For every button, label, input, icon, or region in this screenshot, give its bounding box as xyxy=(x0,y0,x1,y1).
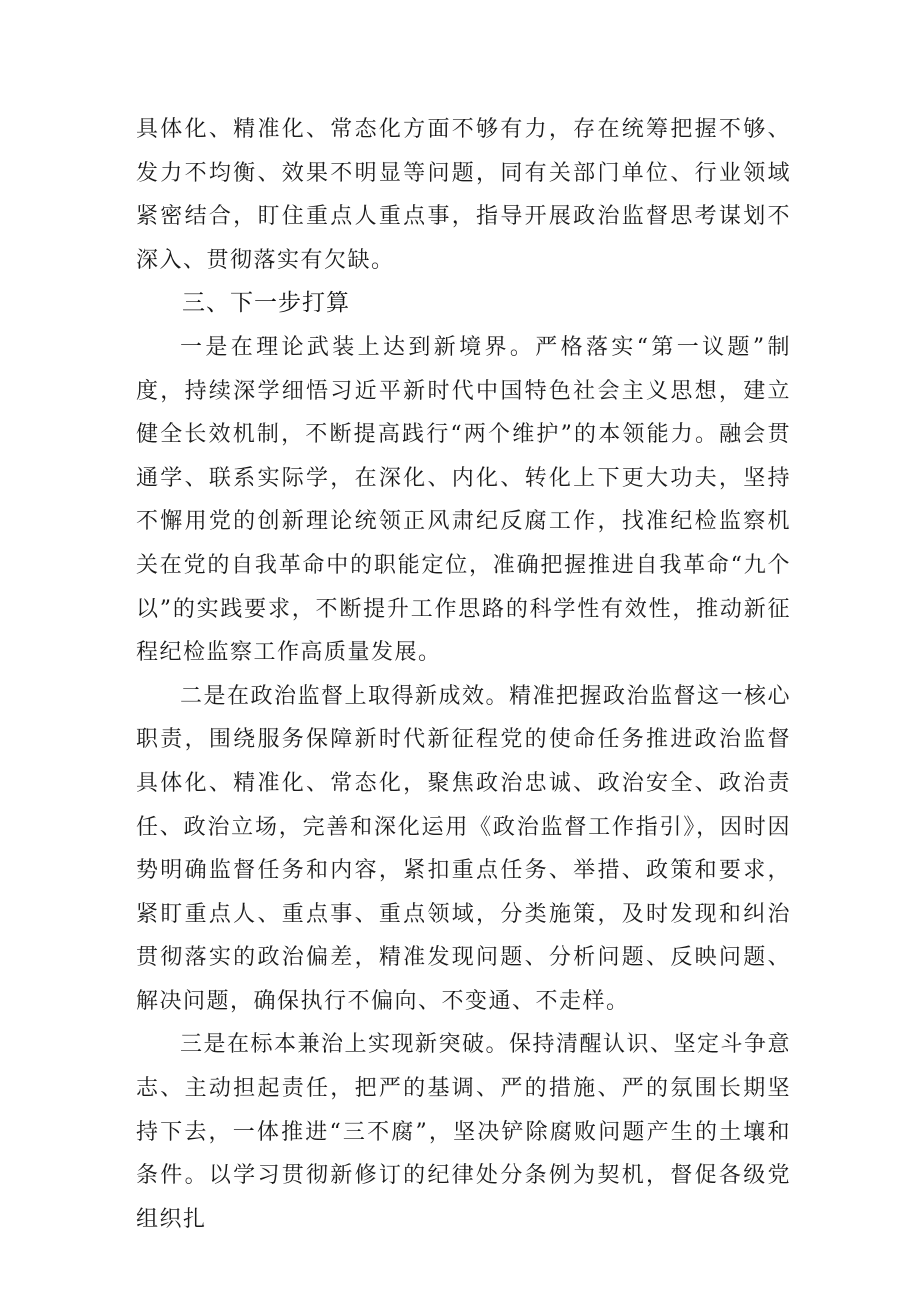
paragraph-root-and-branch: 三是在标本兼治上实现新突破。保持清醒认识、坚定斗争意志、主动担起责任，把严的基调、严的措施、严的氛围长期坚持下去，一体推进“三不腐”，坚决铲除腐败问题产生的土壤和条件。以学习贯彻新修订的纪律处分条例为契机，督促各级党组织扎 xyxy=(136,1032,792,1232)
document-body xyxy=(136,108,791,1241)
section-heading: 三、下一步打算 xyxy=(182,290,350,317)
paragraph-political-supervision: 二是在政治监督上取得新成效。精准把握政治监督这一核心职责，围绕服务保障新时代新征程党的使命任务推进政治监督具体化、精准化、常态化，聚焦政治忠诚、政治安全、政治责任、政治立场，完善和深化运用《政治监督工作指引》，因时因势明确监督任务和内容，紧扣重点任务、举措、政策和要求，紧盯重点人、重点事、重点领域，分类施策，及时发现和纠治贯彻落实的政治偏差，精准发现问题、分析问题、反映问题、解决问题，确保执行不偏向、不变通、不走样。 xyxy=(136,683,792,1014)
continued-paragraph: 具体化、精准化、常态化方面不够有力，存在统筹把握不够、发力不均衡、效果不明显等问题，同有关部门单位、行业领域紧密结合，盯住重点人重点事，指导开展政治监督思考谋划不深入、贯彻落实有欠缺。 xyxy=(136,117,791,273)
paragraph-theory: 一是在理论武装上达到新境界。严格落实“第一议题”制度，持续深学细悟习近平新时代中国特色社会主义思想，建立健全长效机制，不断提高践行“两个维护”的本领能力。融会贯通学、联系实际学，在深化、内化、转化上下更大功夫，坚持不懈用党的创新理论统领正风肃纪反腐工作，找准纪检监察机关在党的自我革命中的职能定位，准确把握推进自我革命“九个以”的实践要求，不断提升工作思路的科学性有效性，推动新征程纪检监察工作高质量发展。 xyxy=(136,334,791,666)
